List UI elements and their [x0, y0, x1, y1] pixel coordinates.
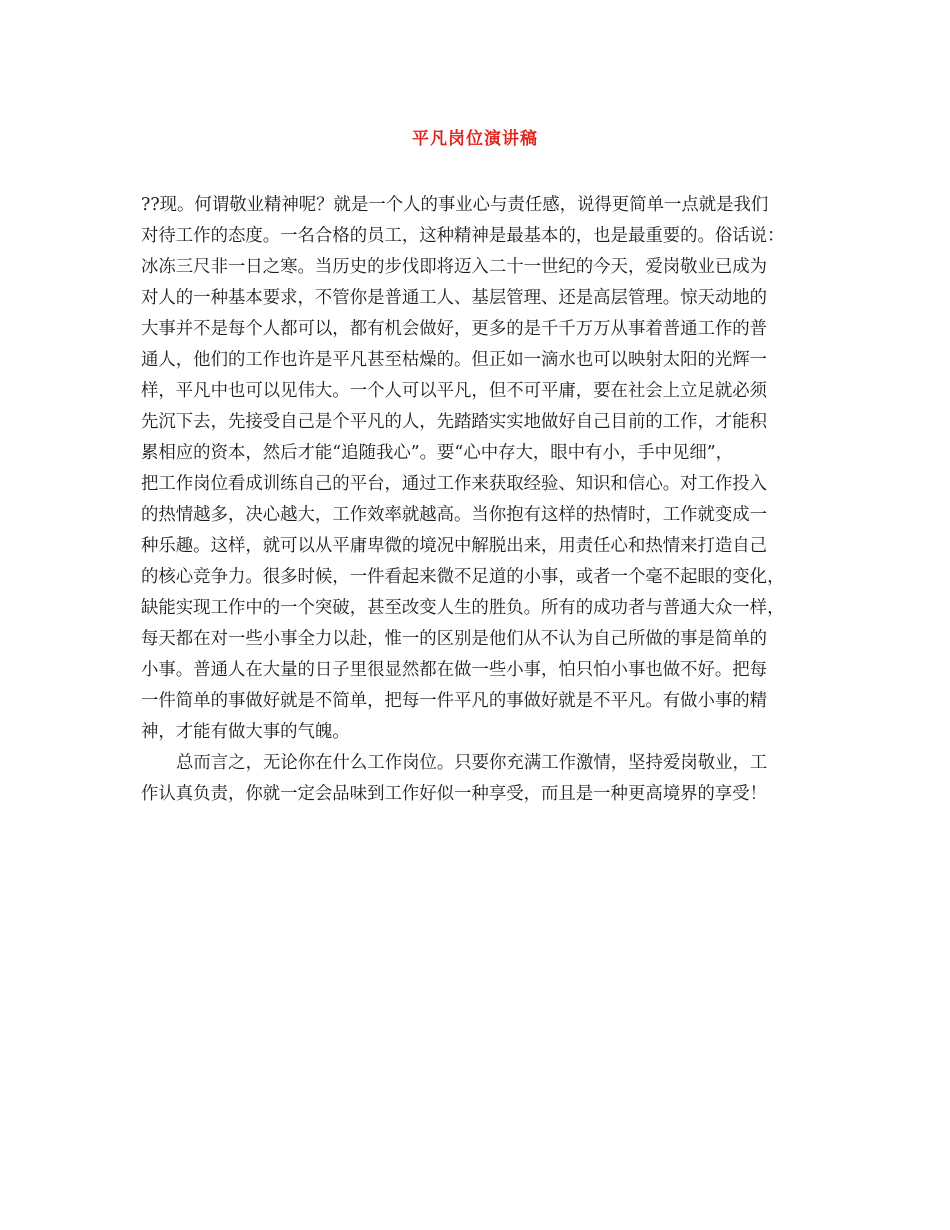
document-title: 平凡岗位演讲稿 — [412, 129, 538, 149]
body-line: ??现。何谓敬业精神呢？就是一个人的事业心与责任感，说得更简单一点就是我们 — [141, 195, 769, 215]
body-line: 对人的一种基本要求，不管你是普通工人、基层管理、还是高层管理。惊天动地的 — [141, 288, 768, 308]
body-line: 冰冻三尺非一日之寒。当历史的步伐即将迈入二十一世纪的今天，爱岗敬业已成为 — [141, 257, 768, 277]
body-line: 把工作岗位看成训练自己的平台，通过工作来获取经验、知识和信心。对工作投入 — [141, 474, 768, 494]
body-line: 神，才能有做大事的气魄。 — [141, 722, 350, 742]
body-line: 的核心竞争力。很多时候，一件看起来微不足道的小事，或者一个毫不起眼的变化， — [141, 567, 785, 587]
body-line: 一件简单的事做好就是不简单，把每一件平凡的事做好就是不平凡。有做小事的精 — [141, 691, 768, 711]
body-line: 样，平凡中也可以见伟大。一个人可以平凡，但不可平庸，要在社会上立足就必须 — [141, 381, 768, 401]
body-line: 大事并不是每个人都可以，都有机会做好，更多的是千千万万从事着普通工作的普 — [141, 319, 768, 339]
body-line: 小事。普通人在大量的日子里很显然都在做一些小事，怕只怕小事也做不好。把每 — [141, 660, 768, 680]
body-line: 每天都在对一些小事全力以赴，惟一的区别是他们从不认为自己所做的事是简单的 — [141, 629, 768, 649]
body-line: 作认真负责，你就一定会品味到工作好似一种享受，而且是一种更高境界的享受！ — [141, 784, 768, 804]
document-body — [141, 190, 815, 810]
body-line: 通人，他们的工作也许是平凡甚至枯燥的。但正如一滴水也可以映射太阳的光辉一 — [141, 350, 768, 370]
body-line: 缺能实现工作中的一个突破，甚至改变人生的胜负。所有的成功者与普通大众一样， — [141, 598, 785, 618]
body-line: 的热情越多，决心越大，工作效率就越高。当你抱有这样的热情时，工作就变成一 — [141, 505, 768, 525]
body-line: 种乐趣。这样，就可以从平庸卑微的境况中解脱出来，用责任心和热情来打造自己 — [141, 536, 768, 556]
body-line: 累相应的资本，然后才能“追随我心”。要“心中存大，眼中有小，手中见细”， — [141, 443, 734, 463]
body-line: 对待工作的态度。一名合格的员工，这种精神是最基本的，也是最重要的。俗话说： — [141, 226, 785, 246]
body-line: 先沉下去，先接受自己是个平凡的人，先踏踏实实地做好自己目前的工作，才能积 — [141, 412, 768, 432]
body-line: 总而言之，无论你在什么工作岗位。只要你充满工作激情，坚持爱岗敬业，工 — [176, 753, 768, 773]
